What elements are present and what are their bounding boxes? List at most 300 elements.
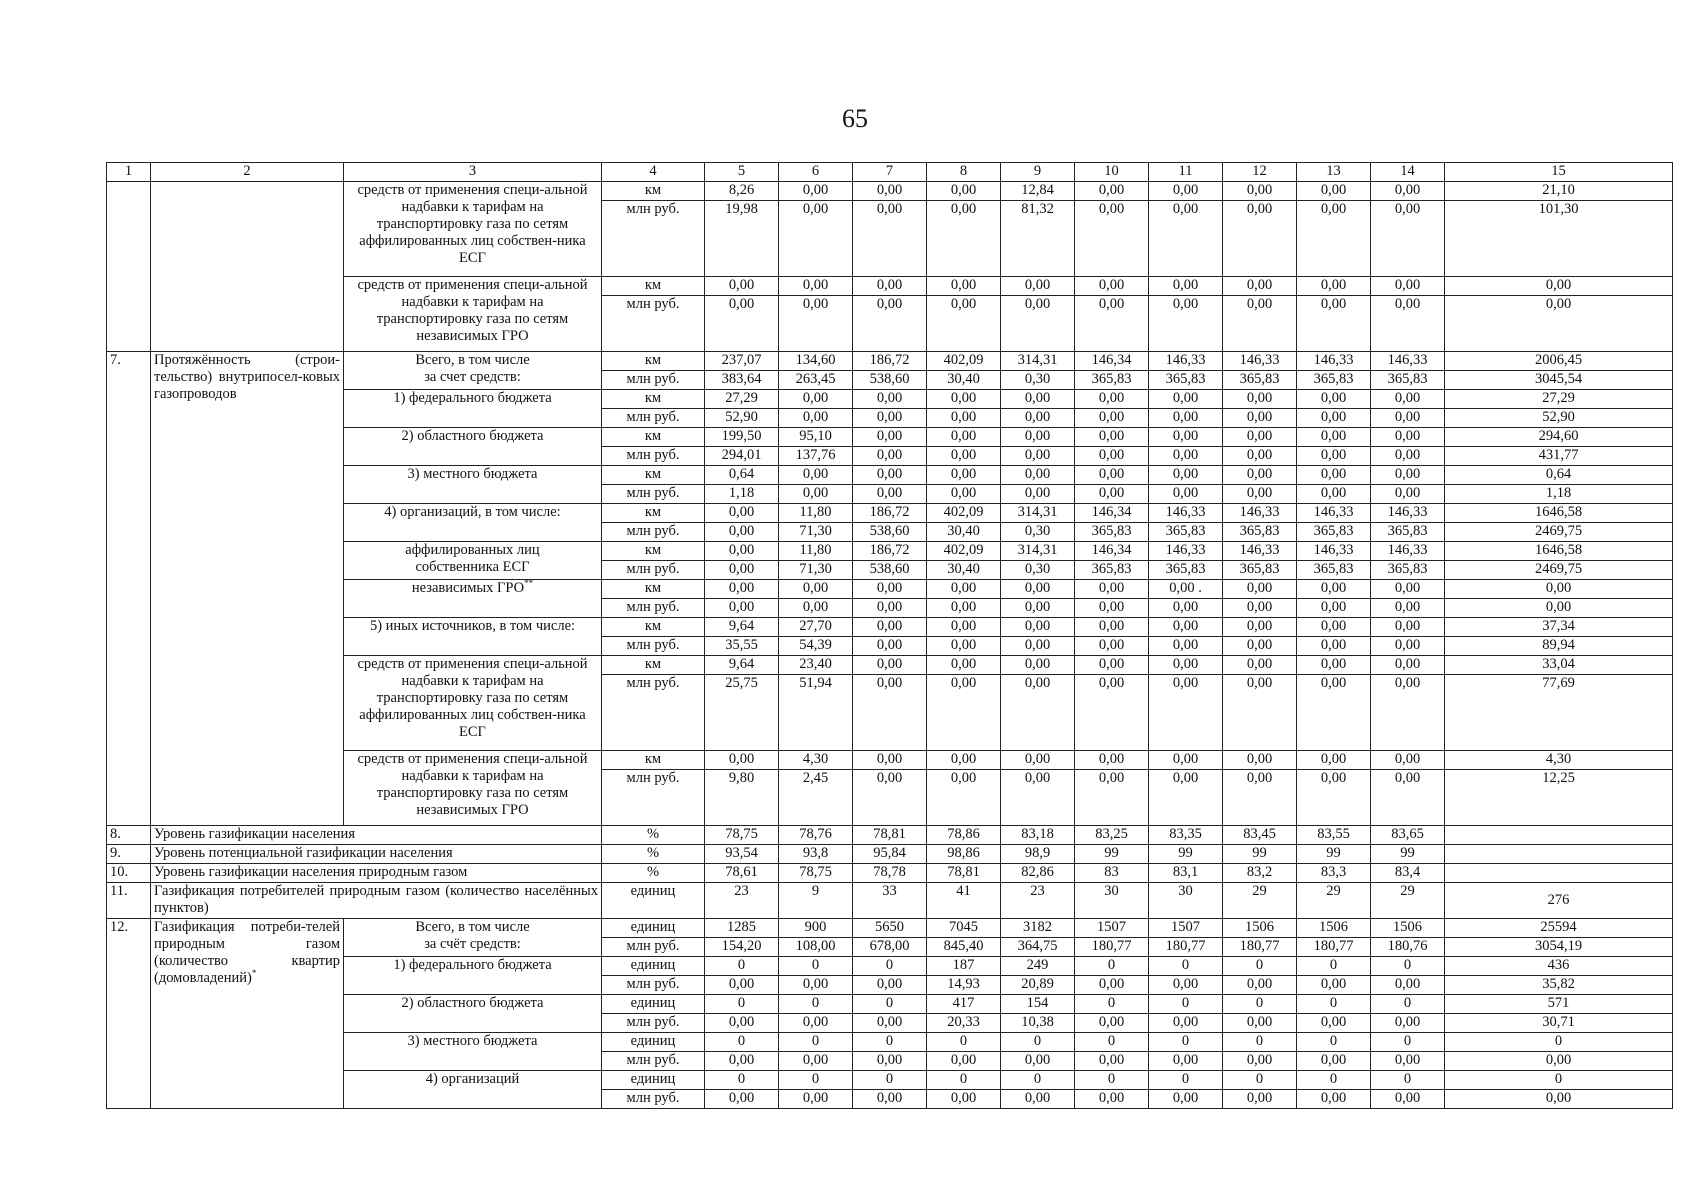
value-cell: 3182 [1001,919,1075,938]
value-cell: 0,00 [1223,277,1297,296]
value-cell: 0,00 [853,1090,927,1109]
value-cell: 0 [1445,1071,1673,1090]
source-label [344,919,602,957]
value-cell: 20,33 [927,1014,1001,1033]
value-cell: 0,00 [1075,770,1149,826]
value-cell: 0,00 [1371,485,1445,504]
value-cell: 0,00 [1223,466,1297,485]
value-cell: 402,09 [927,352,1001,371]
value-cell: 1507 [1075,919,1149,938]
value-cell: 0,00 [1371,770,1445,826]
value-cell: 187 [927,957,1001,976]
unit-cell: млн руб. [602,938,705,957]
value-cell: 0,00 [1297,976,1371,995]
value-cell: 0,00 [705,561,779,580]
unit-cell: км [602,277,705,296]
value-cell: 186,72 [853,504,927,523]
value-cell: 180,77 [1075,938,1149,957]
value-cell: 0,00 [779,182,853,201]
column-header: 6 [779,163,853,182]
source-label: 2) областного бюджета [344,428,602,466]
value-cell: 0,00 [1297,770,1371,826]
value-cell: 5650 [853,919,927,938]
value-cell: 0,00 [1297,447,1371,466]
value-cell: 0,00 [1075,201,1149,277]
source-label: 3) местного бюджета [344,466,602,504]
value-cell: 0,00 [1371,428,1445,447]
value-cell: 0,00 [705,1052,779,1071]
value-cell: 0,00 [927,201,1001,277]
value-cell: 0,00 [1445,599,1673,618]
value-cell: 538,60 [853,561,927,580]
value-cell: 0,00 [853,618,927,637]
value-cell: 0,00 [1149,976,1223,995]
value-cell: 0,00 [1223,296,1297,352]
column-header: 1 [107,163,151,182]
value-cell: 276 [1445,883,1673,919]
value-cell: 4,30 [779,751,853,770]
value-cell: 35,55 [705,637,779,656]
value-cell: 0,00 [779,485,853,504]
value-cell: 0,00 [1371,751,1445,770]
value-cell: 83,4 [1371,864,1445,883]
value-cell: 0,00 [853,409,927,428]
value-cell: 365,83 [1149,523,1223,542]
value-cell: 0,00 [1371,409,1445,428]
value-cell: 0 [705,995,779,1014]
value-cell: 27,29 [1445,390,1673,409]
value-cell: 0,00 [1371,599,1445,618]
indicator-name [151,919,344,1109]
value-cell: 0 [853,1071,927,1090]
value-cell: 365,83 [1075,523,1149,542]
value-cell: 0,00 [1149,1090,1223,1109]
value-cell: 0 [1075,1033,1149,1052]
value-cell: 538,60 [853,371,927,390]
unit-cell: млн руб. [602,447,705,466]
value-cell: 0,00 [1297,466,1371,485]
value-cell: 365,83 [1223,371,1297,390]
value-cell: 41 [927,883,1001,919]
value-cell: 0,00 [1149,447,1223,466]
value-cell: 0,00 [1149,618,1223,637]
value-cell: 0 [1149,957,1223,976]
value-cell: 29 [1297,883,1371,919]
value-cell: 0 [1223,1071,1297,1090]
value-cell: 0,00 [1149,1014,1223,1033]
value-cell: 314,31 [1001,542,1075,561]
value-cell: 0,00 [779,1014,853,1033]
value-cell: 81,32 [1001,201,1075,277]
value-cell: 0,00 [927,599,1001,618]
value-cell: 0,00 [1371,466,1445,485]
table-row [107,864,1673,883]
value-cell: 0,00 [1297,599,1371,618]
value-cell: 146,33 [1297,504,1371,523]
value-cell: 0,00 [1371,675,1445,751]
value-cell: 19,98 [705,201,779,277]
value-cell: 1285 [705,919,779,938]
value-cell: 78,61 [705,864,779,883]
unit-cell: км [602,428,705,447]
indicator-name: Уровень газификации населения [151,826,602,845]
value-cell: 0 [1297,1033,1371,1052]
value-cell: 0,00 [1223,580,1297,599]
value-cell [1445,845,1673,864]
value-cell: 0,00 [1297,751,1371,770]
value-cell: 180,77 [1223,938,1297,957]
source-label: средств от применения специ-альной надбавки к тарифам на транспортировку газа по сетям аффилированных лиц собствен-ника ЕСГ [344,182,602,277]
value-cell: 0,00 [779,277,853,296]
value-cell: 186,72 [853,352,927,371]
value-cell: 33 [853,883,927,919]
value-cell: 0,00 [853,637,927,656]
value-cell: 0,00 [1001,618,1075,637]
value-cell: 0,00 [779,580,853,599]
value-cell: 0 [853,995,927,1014]
value-cell: 294,60 [1445,428,1673,447]
value-cell: 0,00 [1223,599,1297,618]
value-cell: 0,00 [853,599,927,618]
value-cell: 33,04 [1445,656,1673,675]
value-cell: 83,45 [1223,826,1297,845]
value-cell: 0,00 [779,201,853,277]
value-cell: 0,00 [1149,296,1223,352]
source-label [344,580,602,618]
value-cell: 0,00 [1149,466,1223,485]
value-cell: 249 [1001,957,1075,976]
value-cell: 0,00 [1001,675,1075,751]
value-cell: 0,00 [1075,618,1149,637]
value-cell: 0,00 [1149,675,1223,751]
value-cell: 365,83 [1371,371,1445,390]
value-cell: 0 [1149,995,1223,1014]
unit-cell: км [602,466,705,485]
value-cell: 0,00 [779,599,853,618]
value-cell: 0,00 [927,409,1001,428]
unit-cell: км [602,656,705,675]
value-cell: 0,00 [1223,409,1297,428]
value-cell: 0,00 [1223,1052,1297,1071]
unit-cell: км [602,580,705,599]
value-cell: 0,00 [1371,976,1445,995]
value-cell: 27,29 [705,390,779,409]
value-cell: 0,00 [1001,599,1075,618]
value-cell: 0,00 [1075,277,1149,296]
unit-cell: единиц [602,883,705,919]
unit-cell: млн руб. [602,1014,705,1033]
source-label: 1) федерального бюджета [344,390,602,428]
value-cell: 0,00 [927,485,1001,504]
value-cell: 0,00 [705,599,779,618]
value-cell: 0 [927,1033,1001,1052]
value-cell: 1506 [1223,919,1297,938]
source-label-line: за счет средств: [424,369,521,385]
value-cell: 0,00 [1297,637,1371,656]
number-cell-cont [107,182,151,352]
value-cell: 0,00 [1075,599,1149,618]
value-cell: 25,75 [705,675,779,751]
column-header: 4 [602,163,705,182]
value-cell: 678,00 [853,938,927,957]
value-cell: 99 [1149,845,1223,864]
value-cell: 0,00 [1001,296,1075,352]
value-cell: 0 [853,1033,927,1052]
row-number: 11. [107,883,151,919]
source-label-line: Всего, в том числе [415,919,530,935]
value-cell: 99 [1297,845,1371,864]
value-cell: 0,00 [927,1052,1001,1071]
value-cell: 0,00 [1001,390,1075,409]
value-cell: 146,33 [1371,504,1445,523]
value-cell: 0,00 [1297,1052,1371,1071]
indicator-name: Уровень потенциальной газификации населения [151,845,602,864]
value-cell: 93,8 [779,845,853,864]
table-row [107,883,1673,919]
value-cell: 0,00 [1001,751,1075,770]
value-cell: 0,00 [1297,675,1371,751]
row-number: 7. [107,352,151,826]
value-cell: 0,00 [853,976,927,995]
page-number: 65 [842,104,868,133]
value-cell: 1,18 [705,485,779,504]
value-cell: 0 [1149,1033,1223,1052]
value-cell: 0,00 [1297,656,1371,675]
value-cell: 0 [1371,1033,1445,1052]
value-cell: 0,00 [1149,428,1223,447]
source-label: независимых ГРО [411,580,525,596]
unit-cell: млн руб. [602,201,705,277]
value-cell: 8,26 [705,182,779,201]
value-cell: 0,30 [1001,561,1075,580]
value-cell: 0,00 [779,1052,853,1071]
value-cell: 78,75 [779,864,853,883]
value-cell: 0,00 [1297,428,1371,447]
value-cell: 0,00 [1001,770,1075,826]
value-cell: 0,00 [1075,656,1149,675]
value-cell: 78,81 [853,826,927,845]
value-cell: 0,00 [1149,599,1223,618]
value-cell: 0,00 [1223,618,1297,637]
value-cell: 180,77 [1297,938,1371,957]
value-cell: 0 [1223,1033,1297,1052]
value-cell: 0,00 [1223,675,1297,751]
value-cell: 54,39 [779,637,853,656]
unit-cell: млн руб. [602,371,705,390]
value-cell: 0,00 [705,751,779,770]
value-cell: 9 [779,883,853,919]
value-cell: 0 [1371,1071,1445,1090]
unit-cell: млн руб. [602,675,705,751]
value-cell: 0,00 [1149,182,1223,201]
value-cell: 30,40 [927,523,1001,542]
value-cell: 0,00 [1075,580,1149,599]
value-cell: 0,00 [1149,409,1223,428]
value-cell: 0,00 [1149,1052,1223,1071]
table-row [107,919,1673,938]
value-cell: 0,00 [1223,485,1297,504]
value-cell: 0 [853,957,927,976]
value-cell: 365,83 [1149,561,1223,580]
value-cell: 0,00 [1149,751,1223,770]
value-cell: 0,00 [927,182,1001,201]
value-cell: 30,71 [1445,1014,1673,1033]
value-cell: 21,10 [1445,182,1673,201]
value-cell: 0,00 [853,277,927,296]
value-cell: 0,00 [1223,428,1297,447]
value-cell: 365,83 [1297,523,1371,542]
unit-cell: км [602,542,705,561]
value-cell: 0 [1075,957,1149,976]
source-label: 5) иных источников, в том числе: [344,618,602,656]
value-cell: 83,35 [1149,826,1223,845]
value-cell: 83,1 [1149,864,1223,883]
value-cell: 0,00 [1149,656,1223,675]
value-cell: 9,64 [705,656,779,675]
value-cell: 0,00 [1223,182,1297,201]
source-label: средств от применения специ-альной надбавки к тарифам на транспортировку газа по сетям аффилированных лиц собствен-ника ЕСГ [344,656,602,751]
value-cell: 0,00 [927,751,1001,770]
value-cell: 0,00 [1371,390,1445,409]
unit-cell: км [602,618,705,637]
unit-cell: млн руб. [602,409,705,428]
source-label: 1) федерального бюджета [344,957,602,995]
value-cell: 137,76 [779,447,853,466]
source-label: 4) организаций [344,1071,602,1109]
value-cell: 0 [1001,1033,1075,1052]
value-cell: 11,80 [779,504,853,523]
unit-cell: единиц [602,957,705,976]
value-cell: 0,00 [705,296,779,352]
value-cell: 0,00 . [1149,580,1223,599]
value-cell: 0,00 [1149,637,1223,656]
value-cell: 0,00 [1371,277,1445,296]
unit-cell: единиц [602,995,705,1014]
value-cell: 0 [779,1033,853,1052]
value-cell: 0,00 [927,675,1001,751]
source-label-line: за счёт средств: [424,936,521,952]
value-cell: 93,54 [705,845,779,864]
value-cell: 263,45 [779,371,853,390]
value-cell: 0 [1297,957,1371,976]
value-cell: 180,76 [1371,938,1445,957]
value-cell: 0 [1297,995,1371,1014]
value-cell: 0,00 [927,637,1001,656]
value-cell: 0,00 [1075,466,1149,485]
value-cell: 146,33 [1149,352,1223,371]
value-cell: 95,84 [853,845,927,864]
value-cell: 0,00 [1297,1014,1371,1033]
value-cell: 402,09 [927,504,1001,523]
value-cell: 0,00 [1297,485,1371,504]
value-cell: 0,00 [705,504,779,523]
value-cell: 30,40 [927,371,1001,390]
value-cell: 0,00 [927,1090,1001,1109]
unit-cell: млн руб. [602,523,705,542]
value-cell: 83,18 [1001,826,1075,845]
table-row [107,826,1673,845]
value-cell: 0,00 [853,751,927,770]
value-cell: 83,2 [1223,864,1297,883]
value-cell: 0,00 [705,1014,779,1033]
value-cell: 365,83 [1075,561,1149,580]
column-header: 9 [1001,163,1075,182]
value-cell: 431,77 [1445,447,1673,466]
value-cell: 0 [705,1071,779,1090]
unit-cell: % [602,845,705,864]
value-cell: 365,83 [1223,561,1297,580]
value-cell: 0,00 [1075,1090,1149,1109]
value-cell: 71,30 [779,523,853,542]
value-cell: 1646,58 [1445,542,1673,561]
value-cell: 0,00 [1223,201,1297,277]
value-cell: 0,00 [1223,447,1297,466]
value-cell: 0 [1371,995,1445,1014]
value-cell: 0,00 [853,1052,927,1071]
column-header: 7 [853,163,927,182]
value-cell: 0,00 [1445,1090,1673,1109]
indicator-name: Уровень газификации населения природным газом [151,864,602,883]
value-cell: 314,31 [1001,352,1075,371]
value-cell: 0,00 [1001,637,1075,656]
value-cell: 0,30 [1001,523,1075,542]
value-cell: 0,00 [1075,182,1149,201]
value-cell: 0,00 [853,390,927,409]
value-cell: 77,69 [1445,675,1673,751]
value-cell: 180,77 [1149,938,1223,957]
value-cell: 0 [1075,1071,1149,1090]
row-number: 10. [107,864,151,883]
value-cell: 83,55 [1297,826,1371,845]
source-label: 3) местного бюджета [344,1033,602,1071]
value-cell: 0,00 [705,976,779,995]
value-cell: 0,00 [705,1090,779,1109]
value-cell [1445,864,1673,883]
value-cell: 0,00 [1001,409,1075,428]
value-cell: 0,00 [1075,296,1149,352]
value-cell: 365,83 [1297,561,1371,580]
value-cell: 14,93 [927,976,1001,995]
unit-cell: млн руб. [602,1090,705,1109]
value-cell: 0,00 [853,580,927,599]
column-header: 15 [1445,163,1673,182]
value-cell: 0,00 [1297,277,1371,296]
value-cell: 365,83 [1149,371,1223,390]
value-cell: 0 [1075,995,1149,1014]
table-row [107,163,1673,182]
value-cell: 146,34 [1075,504,1149,523]
value-cell: 29 [1371,883,1445,919]
value-cell: 52,90 [1445,409,1673,428]
value-cell: 0,00 [1297,580,1371,599]
value-cell: 0,00 [927,447,1001,466]
value-cell: 0,00 [1001,1090,1075,1109]
unit-cell: млн руб. [602,770,705,826]
value-cell: 1506 [1297,919,1371,938]
value-cell: 101,30 [1445,201,1673,277]
value-cell: 0,00 [1075,428,1149,447]
row-number: 8. [107,826,151,845]
value-cell: 417 [927,995,1001,1014]
value-cell: 134,60 [779,352,853,371]
value-cell: 845,40 [927,938,1001,957]
value-cell: 1507 [1149,919,1223,938]
value-cell: 99 [1223,845,1297,864]
value-cell: 0,00 [1149,485,1223,504]
unit-cell: км [602,182,705,201]
value-cell: 78,76 [779,826,853,845]
value-cell: 0,00 [853,485,927,504]
